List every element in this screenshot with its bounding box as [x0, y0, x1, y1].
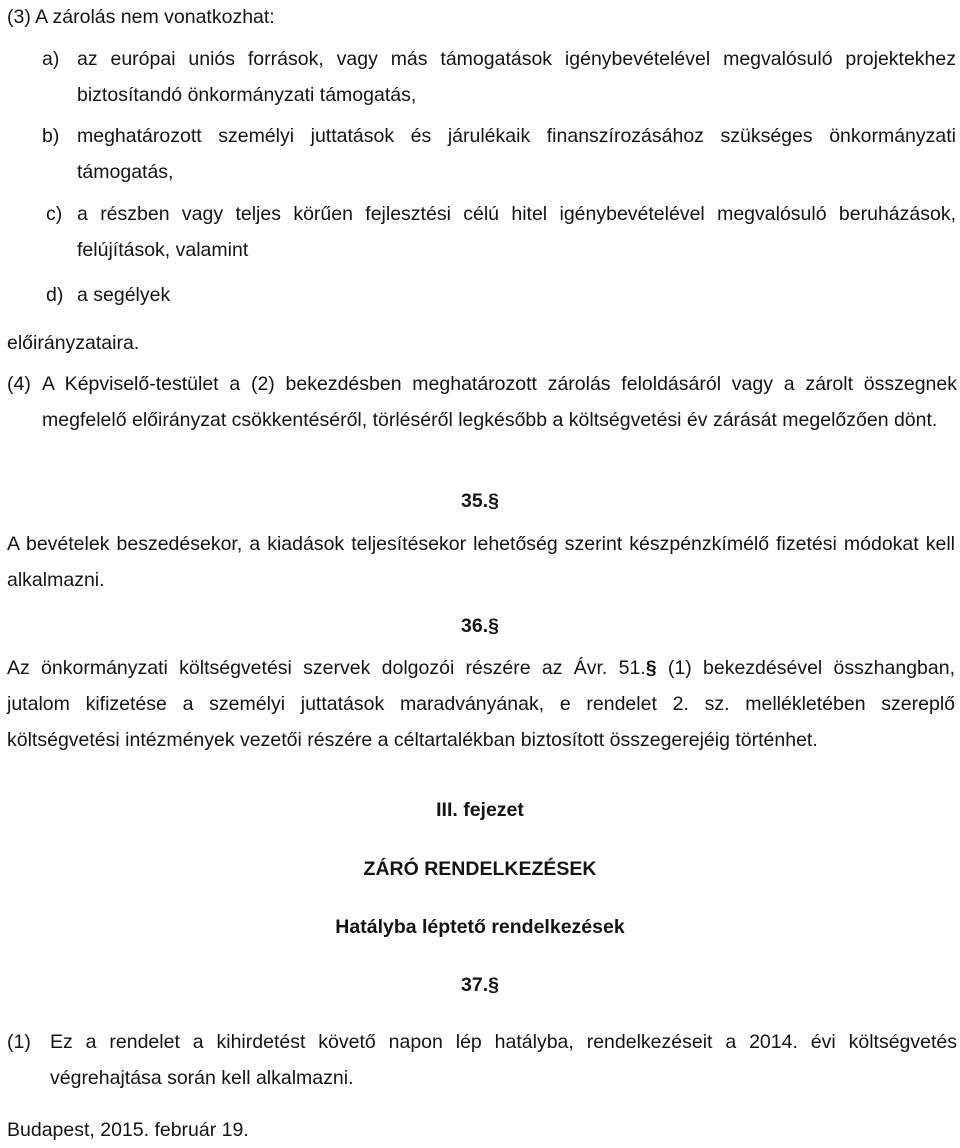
list-item-label: b) [42, 125, 60, 147]
section-sign-icon: § [488, 974, 499, 996]
list-item-b [42, 118, 956, 190]
place-and-date: Budapest, 2015. február 19. [7, 1119, 249, 1141]
chapter-title: III. fejezet [436, 799, 524, 821]
paragraph-35-text: A bevételek beszedésekor, a kiadások teljesítésekor lehetőség szerint készpénzkímélő fizetési módokat kell alkalmazni. [7, 533, 955, 591]
section-title: Hatályba léptető rendelkezések [335, 916, 625, 938]
list-item-a [42, 41, 956, 113]
section-sign-icon: § [488, 615, 499, 637]
paragraph-37-subsection-1 [7, 1024, 957, 1096]
list-item-text: a segélyek [77, 284, 171, 306]
section-sign-icon: § [488, 490, 499, 512]
subsection-label: (1) [7, 1031, 31, 1053]
list-item-label: d) [46, 284, 64, 306]
section-4-text: A Képviselő-testület a (2) bekezdésben meghatározott zárolás feloldásáról vagy a zárolt összegnek megfelelő előirányzat csökkentéséről, törléséről legkésőbb a költségvetési év zárását megelőzően dönt. [42, 373, 957, 431]
paragraph-37-heading [0, 967, 960, 1003]
paragraph-35-heading [0, 483, 960, 519]
paragraph-36-text-before: Az önkormányzati költségvetési szervek dolgozói részére az Ávr. 51. [7, 657, 646, 679]
list-item-d [46, 277, 956, 313]
paragraph-36-heading [0, 608, 960, 644]
subsection-text: Ez a rendelet a kihirdetést követő napon lép hatályba, rendelkezéseit a 2014. évi költségvetés végrehajtása során kell alkalmazni. [50, 1031, 957, 1089]
section-4 [7, 366, 957, 438]
paragraph-36-text-after: (1) bekezdésével összhangban, jutalom kifizetése a személyi juttatások maradványának, e rendelet 2. sz. mellékletében szereplő költségvetési intézmények vezetői részére a céltartalékban biztosított összegerejéig történhet. [7, 657, 955, 751]
section-3-heading: (3) A zárolás nem vonatkozhat: [7, 6, 275, 28]
section-4-label: (4) [7, 373, 31, 395]
paragraph-36-text [7, 650, 955, 758]
list-item-label: c) [46, 203, 63, 225]
paragraph-number: 36. [461, 615, 489, 637]
paragraph-number: 35. [461, 490, 489, 512]
section-sign-icon: § [645, 657, 657, 679]
list-item-text: a részben vagy teljes körűen fejlesztési célú hitel igénybevételével megvalósuló beruházások, felújítások, valamint [77, 203, 956, 261]
list-item-text: az európai uniós források, vagy más támogatások igénybevételével megvalósuló projektekhez biztosítandó önkormányzati támogatás, [77, 48, 956, 106]
list-item-label: a) [42, 48, 60, 70]
paragraph-number: 37. [461, 974, 489, 996]
list-item-c [46, 196, 956, 268]
section-3-closing: előirányzataira. [7, 332, 140, 354]
list-item-text: meghatározott személyi juttatások és járulékaik finanszírozásához szükséges önkormányzati támogatás, [77, 125, 956, 183]
chapter-subtitle: ZÁRÓ RENDELKEZÉSEK [363, 858, 597, 880]
